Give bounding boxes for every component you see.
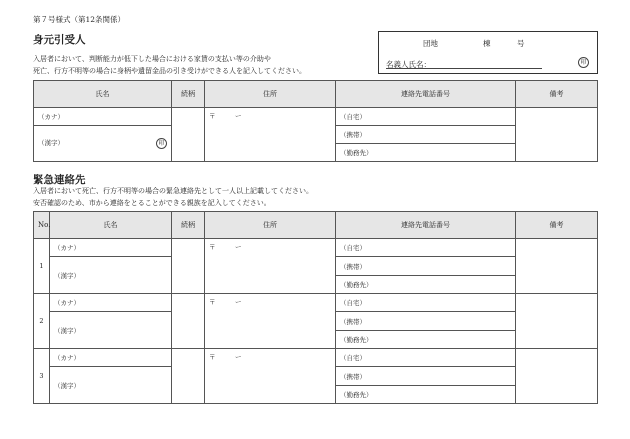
- contact-kana-field[interactable]: （カナ）: [50, 294, 172, 312]
- col-address: 住所: [205, 81, 336, 108]
- col-relation: 続柄: [172, 212, 205, 239]
- row-number: 1: [34, 239, 50, 294]
- contact-mobile-phone[interactable]: （携帯）: [336, 257, 516, 276]
- guarantor-kana-field[interactable]: （カナ）: [34, 108, 172, 126]
- guarantor-kanji-field[interactable]: （漢字） 印: [34, 126, 172, 162]
- contact-kana-field[interactable]: （カナ）: [50, 349, 172, 367]
- emergency-intro: [33, 185, 433, 209]
- guarantor-remarks-field[interactable]: [516, 108, 598, 162]
- nominee-name-label: 名義人氏名：: [386, 60, 431, 69]
- contact-home-phone[interactable]: （自宅）: [336, 349, 516, 367]
- contact-work-phone[interactable]: （勤務先）: [336, 386, 516, 404]
- contact-remarks-field[interactable]: [516, 239, 598, 294]
- col-name: 氏名: [50, 212, 172, 239]
- guarantor-relation-field[interactable]: [172, 108, 205, 162]
- building-label: 棟: [483, 39, 491, 48]
- contact-address-field[interactable]: 〒 ー: [205, 294, 336, 349]
- contact-address-field[interactable]: 〒 ー: [205, 239, 336, 294]
- contact-home-phone[interactable]: （自宅）: [336, 239, 516, 257]
- guarantor-mobile-phone[interactable]: （携帯）: [336, 126, 516, 144]
- danchi-label: 団地: [423, 39, 438, 48]
- guarantor-section-title: 身元引受人: [33, 34, 86, 46]
- contact-work-phone[interactable]: （勤務先）: [336, 276, 516, 294]
- nominee-name-field[interactable]: [386, 68, 542, 69]
- contact-kanji-field[interactable]: （漢字）: [50, 312, 172, 349]
- unit-label: 号: [517, 39, 525, 48]
- col-remarks: 備考: [516, 81, 598, 108]
- col-remarks: 備考: [516, 212, 598, 239]
- guarantor-home-phone[interactable]: （自宅）: [336, 108, 516, 126]
- col-phone: 連絡先電話番号: [336, 81, 516, 108]
- contact-mobile-phone[interactable]: （携帯）: [336, 367, 516, 386]
- guarantor-work-phone[interactable]: （勤務先）: [336, 144, 516, 162]
- contact-mobile-phone[interactable]: （携帯）: [336, 312, 516, 331]
- form-number: 第７号様式（第12条関係）: [33, 15, 126, 24]
- contact-work-phone[interactable]: （勤務先）: [336, 331, 516, 349]
- applicant-info-box: [378, 31, 598, 74]
- emergency-table: [33, 211, 598, 404]
- guarantor-intro-line-1: 入居者において、判断能力が低下した場合における家賃の支払い等の介助や: [33, 55, 271, 63]
- seal-mark: 印: [156, 138, 167, 149]
- contact-remarks-field[interactable]: [516, 349, 598, 404]
- contact-home-phone[interactable]: （自宅）: [336, 294, 516, 312]
- guarantor-table: [33, 80, 598, 162]
- contact-remarks-field[interactable]: [516, 294, 598, 349]
- guarantor-intro: [33, 53, 373, 77]
- col-phone: 連絡先電話番号: [336, 212, 516, 239]
- guarantor-intro-line-2: 死亡、行方不明等の場合に身柄や遺留金品の引き受けができる人を記入してください。: [33, 67, 306, 75]
- col-address: 住所: [205, 212, 336, 239]
- contact-kanji-field[interactable]: （漢字）: [50, 257, 172, 294]
- col-name: 氏名: [34, 81, 172, 108]
- row-number: 2: [34, 294, 50, 349]
- contact-kana-field[interactable]: （カナ）: [50, 239, 172, 257]
- contact-relation-field[interactable]: [172, 349, 205, 404]
- contact-address-field[interactable]: 〒 ー: [205, 349, 336, 404]
- contact-relation-field[interactable]: [172, 239, 205, 294]
- col-relation: 続柄: [172, 81, 205, 108]
- emergency-intro-line-1: 入居者において死亡、行方不明等の場合の緊急連絡先として一人以上記載してください。: [33, 187, 313, 195]
- emergency-intro-line-2: 安否確認のため、市から連絡をとることができる親族を記入してください。: [33, 199, 271, 207]
- emergency-section-title: 緊急連絡先: [33, 174, 86, 186]
- seal-mark: 印: [578, 57, 589, 68]
- guarantor-address-field[interactable]: 〒 ー: [205, 108, 336, 162]
- contact-relation-field[interactable]: [172, 294, 205, 349]
- contact-kanji-field[interactable]: （漢字）: [50, 367, 172, 404]
- row-number: 3: [34, 349, 50, 404]
- col-no: No.: [34, 212, 50, 239]
